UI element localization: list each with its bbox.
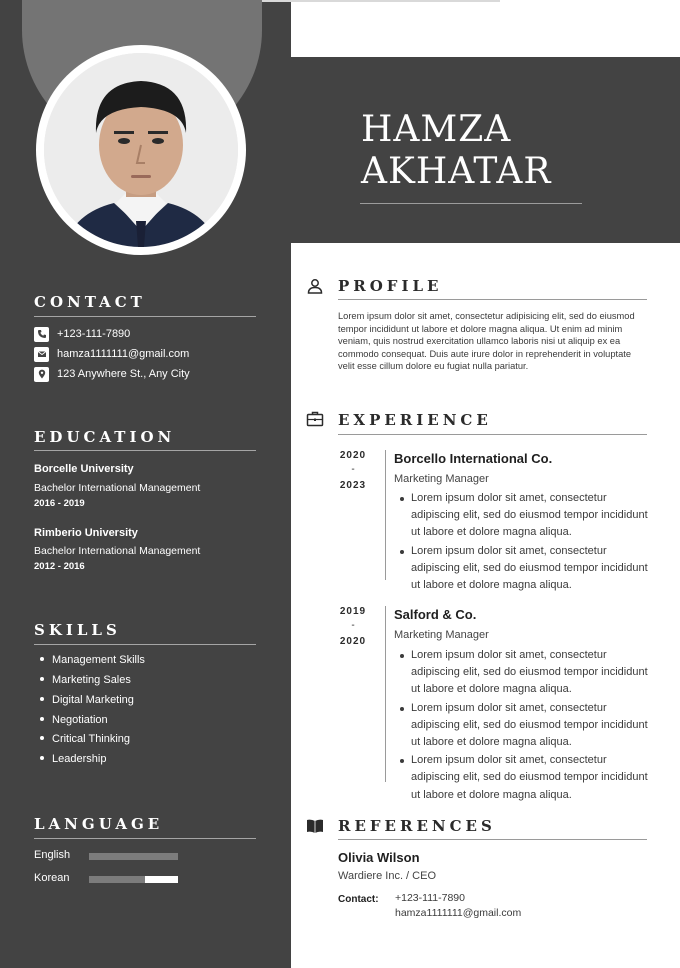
skill-item: Leadership	[40, 753, 106, 765]
mail-icon	[34, 347, 49, 362]
skill-item: Critical Thinking	[40, 733, 130, 745]
language-level-bar	[89, 876, 178, 883]
reference-name: Olivia Wilson	[338, 850, 420, 865]
education-heading: EDUCATION	[34, 428, 176, 446]
briefcase-icon	[306, 410, 324, 428]
skill-item: Negotiation	[40, 714, 108, 726]
top-accent-light	[240, 0, 500, 2]
education-degree: Bachelor International Management	[34, 482, 201, 494]
contact-heading: CONTACT	[34, 293, 146, 311]
education-school: Borcelle University	[34, 463, 134, 475]
experience-role: Marketing Manager	[394, 629, 489, 641]
experience-company: Borcello International Co.	[394, 451, 553, 466]
education-degree: Bachelor International Management	[34, 545, 201, 557]
experience-year-start: 2020	[339, 450, 367, 461]
profile-photo	[44, 53, 238, 247]
location-pin-icon	[34, 367, 49, 382]
profile-divider	[338, 299, 647, 300]
phone-icon	[34, 327, 49, 342]
contact-phone: +123-111-7890	[57, 328, 131, 340]
skill-item: Digital Marketing	[40, 694, 134, 706]
language-name: English	[34, 849, 71, 861]
experience-bullets	[398, 490, 648, 594]
reference-company: Wardiere Inc. / CEO	[338, 870, 437, 882]
timeline-line	[385, 606, 386, 782]
language-divider	[34, 838, 256, 839]
profile-heading: PROFILE	[338, 277, 443, 295]
contact-email-row	[34, 346, 189, 362]
experience-divider	[338, 434, 647, 435]
contact-address-row	[34, 366, 190, 382]
education-years: 2016 - 2019	[34, 498, 85, 509]
contact-email: hamza1111111@gmail.com	[57, 348, 190, 360]
language-name: Korean	[34, 872, 70, 884]
education-divider	[34, 450, 256, 451]
reference-contact-label: Contact:	[338, 894, 379, 905]
experience-company: Salford & Co.	[394, 607, 477, 622]
experience-heading: EXPERIENCE	[338, 411, 492, 429]
language-level-fill	[89, 853, 178, 860]
experience-role: Marketing Manager	[394, 473, 489, 485]
references-heading: REFERENCES	[338, 817, 496, 835]
contact-divider	[34, 316, 256, 317]
experience-year-separator: -	[351, 464, 355, 475]
language-level-fill	[89, 876, 145, 883]
experience-year-end: 2020	[339, 636, 367, 647]
skills-heading: SKILLS	[34, 621, 121, 639]
language-level-bar	[89, 853, 178, 860]
book-icon	[306, 817, 324, 835]
experience-year-start: 2019	[339, 606, 367, 617]
references-divider	[338, 839, 647, 840]
experience-bullet: Lorem ipsum dolor sit amet, consectetur adipiscing elit, sed do eiusmod tempor incididunt ut labore et dolore magna aliqua.	[398, 543, 648, 595]
first-name: HAMZA	[361, 109, 512, 150]
skills-divider	[34, 644, 256, 645]
experience-bullet: Lorem ipsum dolor sit amet, consectetur adipiscing elit, sed do eiusmod tempor incididunt ut labore et dolore magna aliqua.	[398, 700, 648, 752]
last-name: AKHATAR	[361, 151, 552, 192]
education-years: 2012 - 2016	[34, 561, 85, 572]
name-divider	[360, 203, 582, 204]
reference-phone: +123-111-7890	[395, 892, 465, 904]
skill-item: Management Skills	[40, 654, 145, 666]
experience-bullet: Lorem ipsum dolor sit amet, consectetur adipiscing elit, sed do eiusmod tempor incididunt ut labore et dolore magna aliqua.	[398, 490, 648, 542]
timeline-line	[385, 450, 386, 580]
reference-email: hamza1111111@gmail.com	[395, 907, 522, 919]
profile-summary: Lorem ipsum dolor sit amet, consectetur adipisicing elit, sed do eiusmod tempor incididunt ut labore et dolore magna aliqua. Ut enim ad minim veniam, quis nostrud exercitation ullamco laboris nisi ut aliquip ex ea commodo consequat. Duis aute irure dolor in reprehenderit in voluptate velit esse cillum dolore eu fugiat nulla pariatur.	[338, 311, 635, 371]
name-banner	[291, 57, 680, 243]
skill-item: Marketing Sales	[40, 674, 131, 686]
person-icon	[306, 277, 324, 295]
language-heading: LANGUAGE	[34, 815, 164, 833]
experience-bullets	[398, 647, 648, 804]
experience-year-separator: -	[351, 620, 355, 631]
contact-phone-row	[34, 326, 130, 342]
experience-year-end: 2023	[339, 480, 367, 491]
education-school: Rimberio University	[34, 527, 138, 539]
experience-bullet: Lorem ipsum dolor sit amet, consectetur adipiscing elit, sed do eiusmod tempor incididunt ut labore et dolore magna aliqua.	[398, 647, 648, 699]
experience-bullet: Lorem ipsum dolor sit amet, consectetur adipiscing elit, sed do eiusmod tempor incididunt ut labore et dolore magna aliqua.	[398, 752, 648, 804]
contact-address: 123 Anywhere St., Any City	[57, 368, 190, 380]
